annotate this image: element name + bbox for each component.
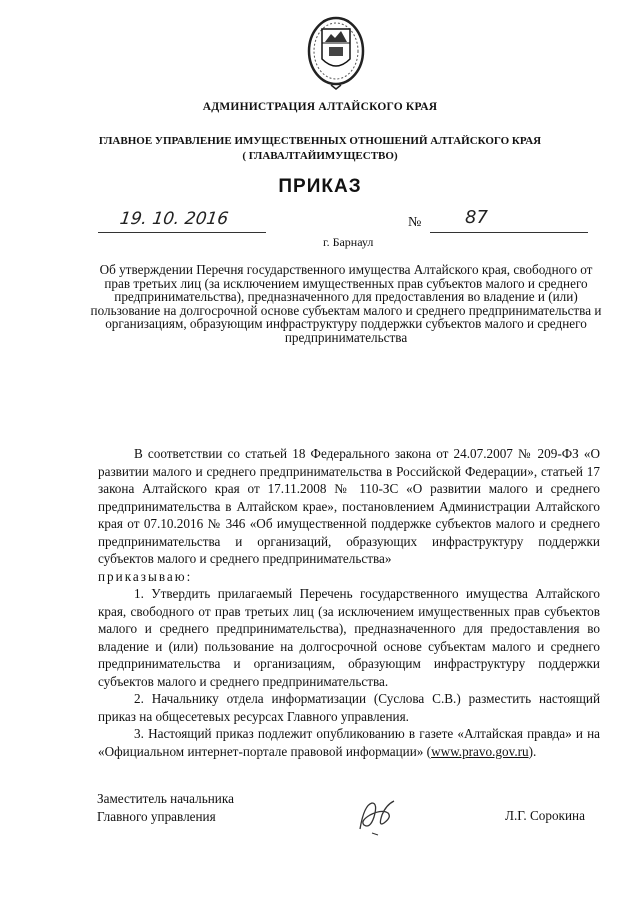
document-date: 19. 10. 2016 — [118, 209, 230, 229]
document-number: 87 — [465, 207, 488, 228]
order-item-1: 1. Утвердить прилагаемый Перечень государственного имущества Алтайского края, свободного от прав третьих лиц (за исключением имущественных прав субъектов малого и среднего предпринимательства), предназначенного для предоставления во владение и (или) пользование на долгосрочной основе субъектам малого и среднего предпринимательства и организациям, образующим инфраструктуру поддержки субъектов малого и среднего предпринимательства. — [98, 586, 600, 689]
document-type-title: ПРИКАЗ — [278, 176, 362, 197]
order-item-3-text: 3. Настоящий приказ подлежит опубликованию в газете «Алтайская правда» и на «Официальном интернет-портале правовой информации» ( — [98, 726, 600, 759]
order-word: приказываю: — [98, 568, 193, 584]
position-line-2: Главного управления — [97, 809, 216, 824]
department-name: ГЛАВНОЕ УПРАВЛЕНИЕ ИМУЩЕСТВЕННЫХ ОТНОШЕНИЙ АЛТАЙСКОГО КРАЯ — [98, 135, 542, 147]
coat-of-arms-icon — [301, 13, 371, 91]
department-name-block — [0, 134, 640, 164]
order-item-2: 2. Начальнику отдела информатизации (Суслова С.В.) разместить настоящий приказ на общесетевых ресурсах Главного управления. — [98, 691, 600, 724]
position-line-1: Заместитель начальника — [97, 791, 234, 806]
order-item-3 — [98, 725, 600, 760]
department-short-name: ( ГЛАВАЛТАЙИМУЩЕСТВО) — [242, 150, 398, 162]
number-underline — [430, 232, 588, 233]
document-body — [98, 445, 600, 760]
number-sign: № — [408, 215, 422, 230]
document-city: г. Барнаул — [323, 235, 374, 249]
signatory-name: Л.Г. Сорокина — [505, 808, 585, 823]
document-subject: Об утверждении Перечня государственного имущества Алтайского края, свободного от прав третьих лиц (за исключением имущественных прав субъектов малого и среднего предпринимательства), предназначенного для предоставления во владение и (или) пользование на долгосрочной основе субъектам малого и среднего предпринимательства и организациям, образующим инфраструктуру поддержки субъектов малого и среднего предпринимательства — [90, 262, 602, 345]
preamble-paragraph: В соответствии со статьей 18 Федерального закона от 24.07.2007 № 209-ФЗ «О развитии малого и среднего предпринимательства в Российской Федерации», статьей 17 закона Алтайского края от 17.11.2008 № 110-ЗС «О развитии малого и среднего предпринимательства в Алтайском крае», постановлением Администрации Алтайского края от 07.10.2016 № 346 «Об имущественной поддержке субъектов малого и среднего предпринимательства и организаций, образующих инфраструктуру поддержки субъектов малого и среднего предпринимательства» — [98, 446, 600, 566]
pravo-gov-link[interactable]: www.pravo.gov.ru — [431, 743, 529, 759]
order-item-3-end: ). — [528, 743, 537, 759]
signatory-position — [97, 790, 234, 826]
organization-name: АДМИНИСТРАЦИЯ АЛТАЙСКОГО КРАЯ — [202, 101, 438, 113]
handwritten-signature-icon — [352, 795, 402, 837]
date-underline — [98, 232, 266, 233]
